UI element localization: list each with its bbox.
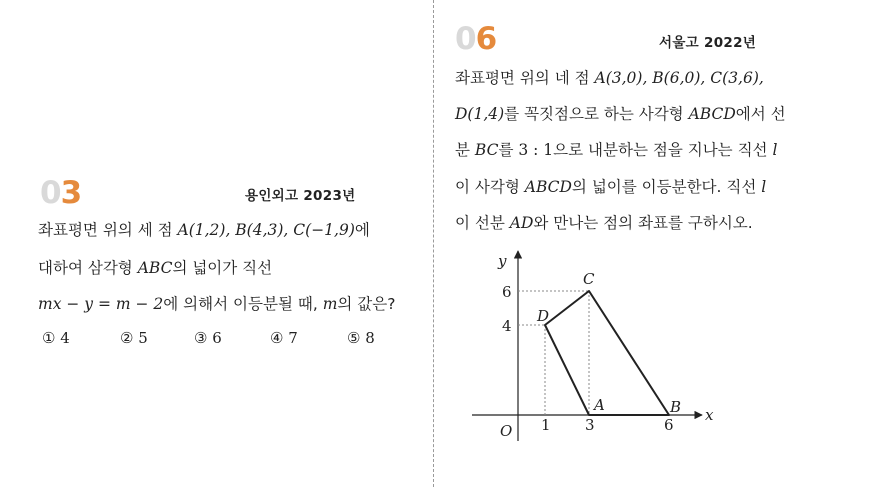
problem-03-line-1: 좌표평면 위의 세 점 A(1,2), B(4,3), C(−1,9)에 bbox=[38, 221, 370, 239]
problem-03-line-2: 대하여 삼각형 ABC의 넓이가 직선 bbox=[38, 259, 273, 277]
x-tick-1: 1 bbox=[541, 416, 551, 434]
choice-2[interactable]: ② 5 bbox=[120, 329, 148, 347]
problem-03-line-3: mx − y = m − 2에 의해서 이등분될 때, m의 값은? bbox=[38, 295, 396, 313]
problem-06-line-5: 이 선분 AD와 만나는 점의 좌표를 구하시오. bbox=[455, 214, 753, 232]
problem-06-line-4: 이 사각형 ABCD의 넓이를 이등분한다. 직선 l bbox=[455, 178, 767, 196]
problem-number-03: 03 bbox=[40, 175, 82, 211]
x-tick-3: 3 bbox=[585, 416, 595, 434]
point-label-a: A bbox=[594, 396, 605, 414]
y-tick-4: 4 bbox=[502, 317, 512, 335]
problem-06-line-1: 좌표평면 위의 네 점 A(3,0), B(6,0), C(3,6), bbox=[455, 69, 764, 87]
quadrilateral-graph bbox=[462, 245, 732, 445]
problem-06-line-2: D(1,4)를 꼭짓점으로 하는 사각형 ABCD에서 선 bbox=[455, 105, 786, 123]
x-axis-label: x bbox=[705, 406, 714, 424]
origin-label: O bbox=[500, 422, 513, 440]
point-label-d: D bbox=[537, 307, 550, 325]
choice-3[interactable]: ③ 6 bbox=[194, 329, 222, 347]
y-axis-label: y bbox=[498, 252, 507, 270]
problem-source-03: 용인외고 2023년 bbox=[245, 188, 356, 204]
y-tick-6: 6 bbox=[502, 283, 512, 301]
column-divider bbox=[433, 0, 434, 487]
choice-5[interactable]: ⑤ 8 bbox=[347, 329, 375, 347]
quadrilateral-abcd bbox=[545, 291, 669, 415]
choice-1[interactable]: ① 4 bbox=[42, 329, 70, 347]
point-label-c: C bbox=[583, 270, 595, 288]
problem-source-06: 서울고 2022년 bbox=[659, 35, 757, 51]
point-label-b: B bbox=[670, 398, 682, 416]
problem-number-06: 06 bbox=[455, 21, 497, 57]
problem-06-line-3: 분 BC를 3 : 1으로 내분하는 점을 지나는 직선 l bbox=[455, 141, 778, 159]
x-tick-6: 6 bbox=[664, 416, 674, 434]
choice-4[interactable]: ④ 7 bbox=[270, 329, 298, 347]
